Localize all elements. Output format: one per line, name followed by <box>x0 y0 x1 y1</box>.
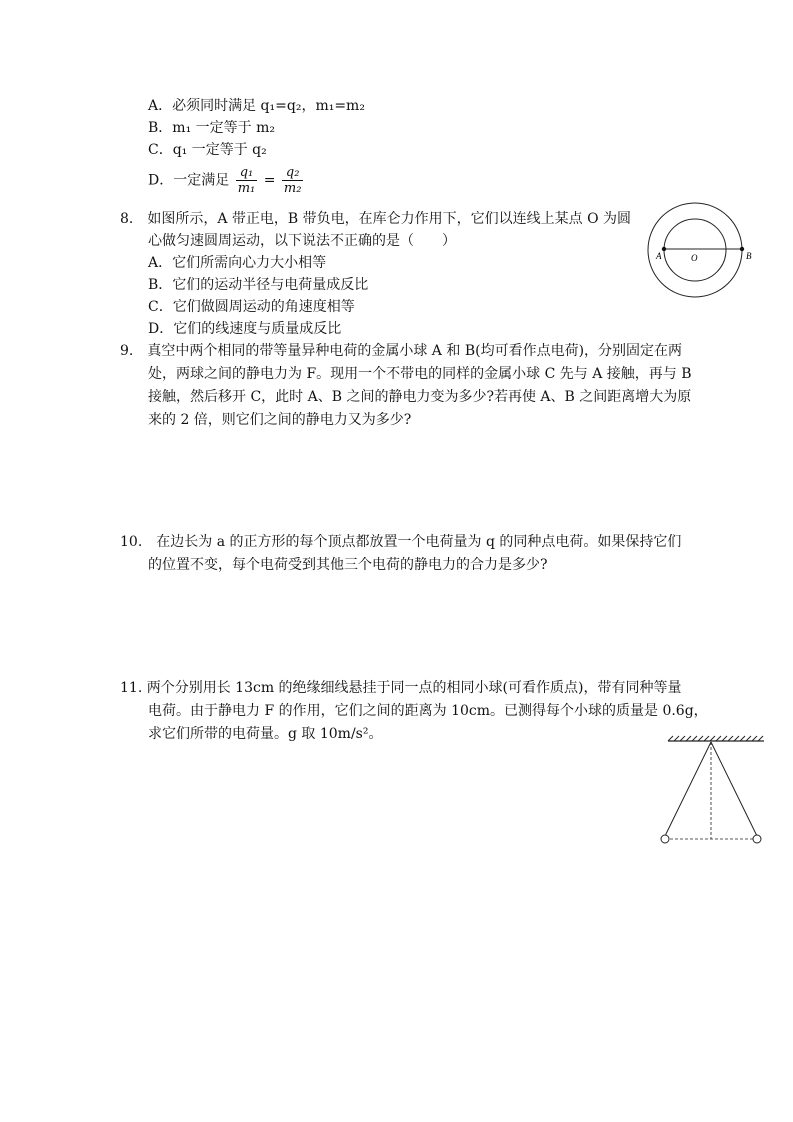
q10-stem-line-2: 的位置不变，每个电荷受到其他三个电荷的静电力的合力是多少? <box>148 557 548 573</box>
q11-stem-line-2: 电荷。由于静电力 F 的作用，它们之间的距离为 10cm。已测得每个小球的质量是 0.6g， <box>148 703 708 719</box>
q8-option-d: D．它们的线速度与质量成反比 <box>148 321 342 337</box>
q8-option-c: C．它们做圆周运动的角速度相等 <box>148 299 355 315</box>
q8-stem-line-1: 8． 如图所示，A 带正电，B 带负电，在库仑力作用下，它们以连线上某点 O 为圆 <box>120 211 632 227</box>
q11-stem-line-3: 求它们所带的电荷量。g 取 10m/s²。 <box>148 726 383 742</box>
q7-option-b: B．m₁ 一定等于 m₂ <box>148 120 275 136</box>
fraction-numerator: q₂ <box>282 165 304 181</box>
q7-option-a: A．必须同时满足 q₁=q₂，m₁=m₂ <box>148 98 365 114</box>
fraction-numerator: q₁ <box>236 165 258 181</box>
q7-option-d-prefix: D．一定满足 <box>148 172 230 189</box>
left-thread <box>665 742 711 836</box>
right-thread <box>711 742 757 836</box>
q8-circles-figure <box>640 200 770 305</box>
fraction-q1-m1 <box>236 165 258 196</box>
charge-a-point <box>662 247 666 251</box>
ceiling-hatching <box>668 736 763 741</box>
fraction-denominator: m₂ <box>283 181 302 196</box>
q8-option-a: A．它们所需向心力大小相等 <box>148 255 327 271</box>
q11-pendulum-figure <box>660 732 770 850</box>
fraction-denominator: m₁ <box>237 181 256 196</box>
left-ball <box>661 835 669 843</box>
right-ball <box>753 835 761 843</box>
q9-stem-line-4: 来的 2 倍，则它们之间的静电力又为多少? <box>148 412 412 428</box>
q7-option-c: C．q₁ 一定等于 q₂ <box>148 142 267 158</box>
label-o: O <box>691 253 698 263</box>
label-a: A <box>656 251 662 261</box>
fraction-q2-m2 <box>282 165 304 196</box>
q7-option-d <box>148 165 305 196</box>
inner-orbit-circle <box>664 219 726 281</box>
q8-stem-line-2: 心做匀速圆周运动，以下说法不正确的是（ ） <box>148 233 456 249</box>
label-b: B <box>746 251 752 261</box>
charge-b-point <box>740 247 744 251</box>
q8-option-b: B．它们的运动半径与电荷量成反比 <box>148 277 369 293</box>
q9-stem-line-1: 9. 真空中两个相同的带等量异种电荷的金属小球 A 和 B(均可看作点电荷)，分别固定在两 <box>120 343 683 359</box>
q10-stem-line-1: 10. 在边长为 a 的正方形的每个顶点都放置一个电荷量为 q 的同种点电荷。如果保持它们 <box>120 534 682 550</box>
q9-stem-line-3: 接触，然后移开 C，此时 A、B 之间的静电力变为多少?若再使 A、B 之间距离增大为原 <box>148 389 692 405</box>
q9-stem-line-2: 处，两球之间的静电力为 F。现用一个不带电的同样的金属小球 C 先与 A 接触，再与 B <box>148 366 692 382</box>
equals-sign: = <box>263 172 276 189</box>
q11-stem-line-1: 11. 两个分别用长 13cm 的绝缘细线悬挂于同一点的相同小球(可看作质点)，带有同种等量 <box>120 680 682 696</box>
